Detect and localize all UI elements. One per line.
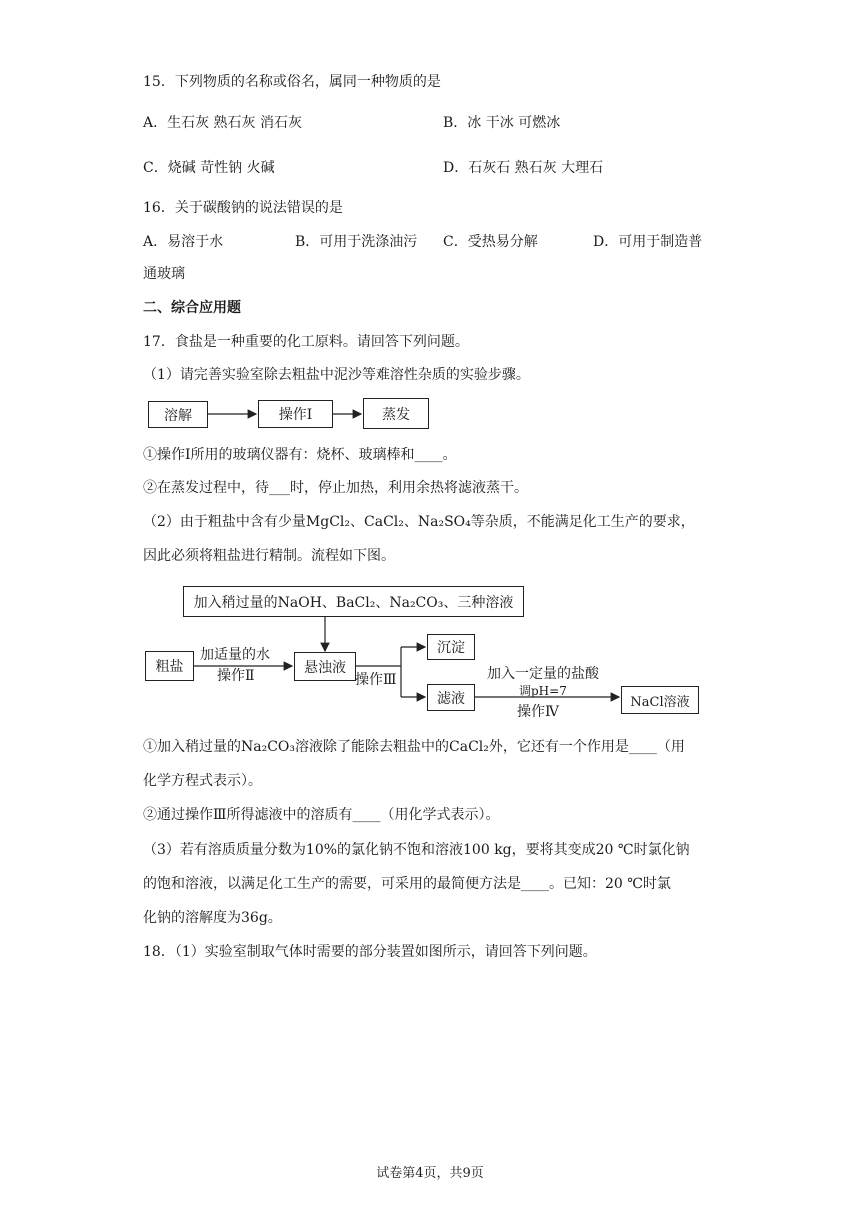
q16-option-d-continued: 通玻璃 bbox=[143, 266, 185, 282]
q15-option-b: B．冰 干冰 可燃冰 bbox=[443, 115, 561, 131]
q17-part1-question1: ①操作I所用的玻璃仪器有：烧杯、玻璃棒和____。 bbox=[143, 447, 457, 463]
q16-option-a: A．易溶于水 bbox=[143, 234, 224, 250]
q17-part2-line1: （2）由于粗盐中含有少量MgCl₂、CaCl₂、Na₂SO₄等杂质，不能满足化工生产的要求， bbox=[143, 514, 695, 530]
flow2-label-add-water: 加适量的水 bbox=[200, 647, 270, 663]
q17-part2-question1-line1: ①加入稍过量的Na₂CO₃溶液除了能除去粗盐中的CaCl₂外，它还有一个作用是____（用 bbox=[143, 739, 685, 755]
q16-option-d: D．可用于制造普 bbox=[593, 234, 703, 250]
flow2-box-precipitate: 沉淀 bbox=[427, 634, 475, 660]
flow2-box-reagents: 加入稍过量的NaOH、BaCl₂、Na₂CO₃、三种溶液 bbox=[183, 586, 524, 617]
flow2-box-filtrate: 滤液 bbox=[427, 684, 475, 711]
section-heading: 二、综合应用题 bbox=[143, 300, 241, 316]
q17-part2-line2: 因此必须将粗盐进行精制。流程如下图。 bbox=[143, 548, 395, 564]
flow2-label-operation3: 操作Ⅲ bbox=[355, 672, 397, 688]
page-footer: 试卷第4页，共9页 bbox=[376, 1166, 484, 1181]
q17-part2-question2: ②通过操作Ⅲ所得滤液中的溶质有____（用化学式表示）。 bbox=[143, 807, 500, 823]
flow2-box-crude-salt: 粗盐 bbox=[145, 651, 194, 681]
flow1-box-operation1: 操作Ⅰ bbox=[258, 400, 333, 428]
flow-diagram-1 bbox=[148, 398, 438, 432]
q17-part3-line3: 化钠的溶解度为36g。 bbox=[143, 910, 282, 926]
q17-part2-question1-line2: 化学方程式表示）。 bbox=[143, 773, 262, 789]
flow2-box-nacl-solution: NaCl溶液 bbox=[621, 686, 699, 714]
flow2-box-suspension: 悬浊液 bbox=[294, 652, 356, 681]
q17-part1-question2: ②在蒸发过程中，待___时，停止加热，利用余热将滤液蒸干。 bbox=[143, 480, 528, 496]
flow1-box-dissolve: 溶解 bbox=[148, 401, 208, 428]
flow2-label-ph: 调pH=7 bbox=[519, 684, 567, 698]
flow2-label-operation2: 操作Ⅱ bbox=[217, 668, 255, 684]
q15-stem: 15．下列物质的名称或俗名，属同一种物质的是 bbox=[143, 74, 441, 90]
flow2-label-operation4: 操作Ⅳ bbox=[517, 704, 559, 720]
q16-stem: 16．关于碳酸钠的说法错误的是 bbox=[143, 200, 343, 216]
q17-stem: 17．食盐是一种重要的化工原料。请回答下列问题。 bbox=[143, 334, 469, 350]
q17-part3-line1: （3）若有溶质质量分数为10%的氯化钠不饱和溶液100 kg，要将其变成20 ℃时氯化钠 bbox=[143, 842, 690, 858]
q17-part1: （1）请完善实验室除去粗盐中泥沙等难溶性杂质的实验步骤。 bbox=[143, 367, 530, 383]
q16-option-b: B．可用于洗涤油污 bbox=[295, 234, 418, 250]
flow1-box-evaporate: 蒸发 bbox=[363, 398, 429, 429]
q17-part3-line2: 的饱和溶液，以满足化工生产的需要，可采用的最简便方法是____。已知：20 ℃时氯 bbox=[143, 876, 671, 892]
flow1-arrows bbox=[148, 398, 438, 432]
flow-diagram-2 bbox=[145, 586, 705, 722]
q15-option-c: C．烧碱 苛性钠 火碱 bbox=[143, 160, 275, 176]
q18-stem: 18．（1）实验室制取气体时需要的部分装置如图所示，请回答下列问题。 bbox=[143, 944, 597, 960]
q15-option-a: A．生石灰 熟石灰 消石灰 bbox=[143, 115, 303, 131]
flow2-label-add-acid: 加入一定量的盐酸 bbox=[487, 666, 599, 682]
q16-option-c: C．受热易分解 bbox=[443, 234, 538, 250]
q15-option-d: D．石灰石 熟石灰 大理石 bbox=[443, 160, 604, 176]
